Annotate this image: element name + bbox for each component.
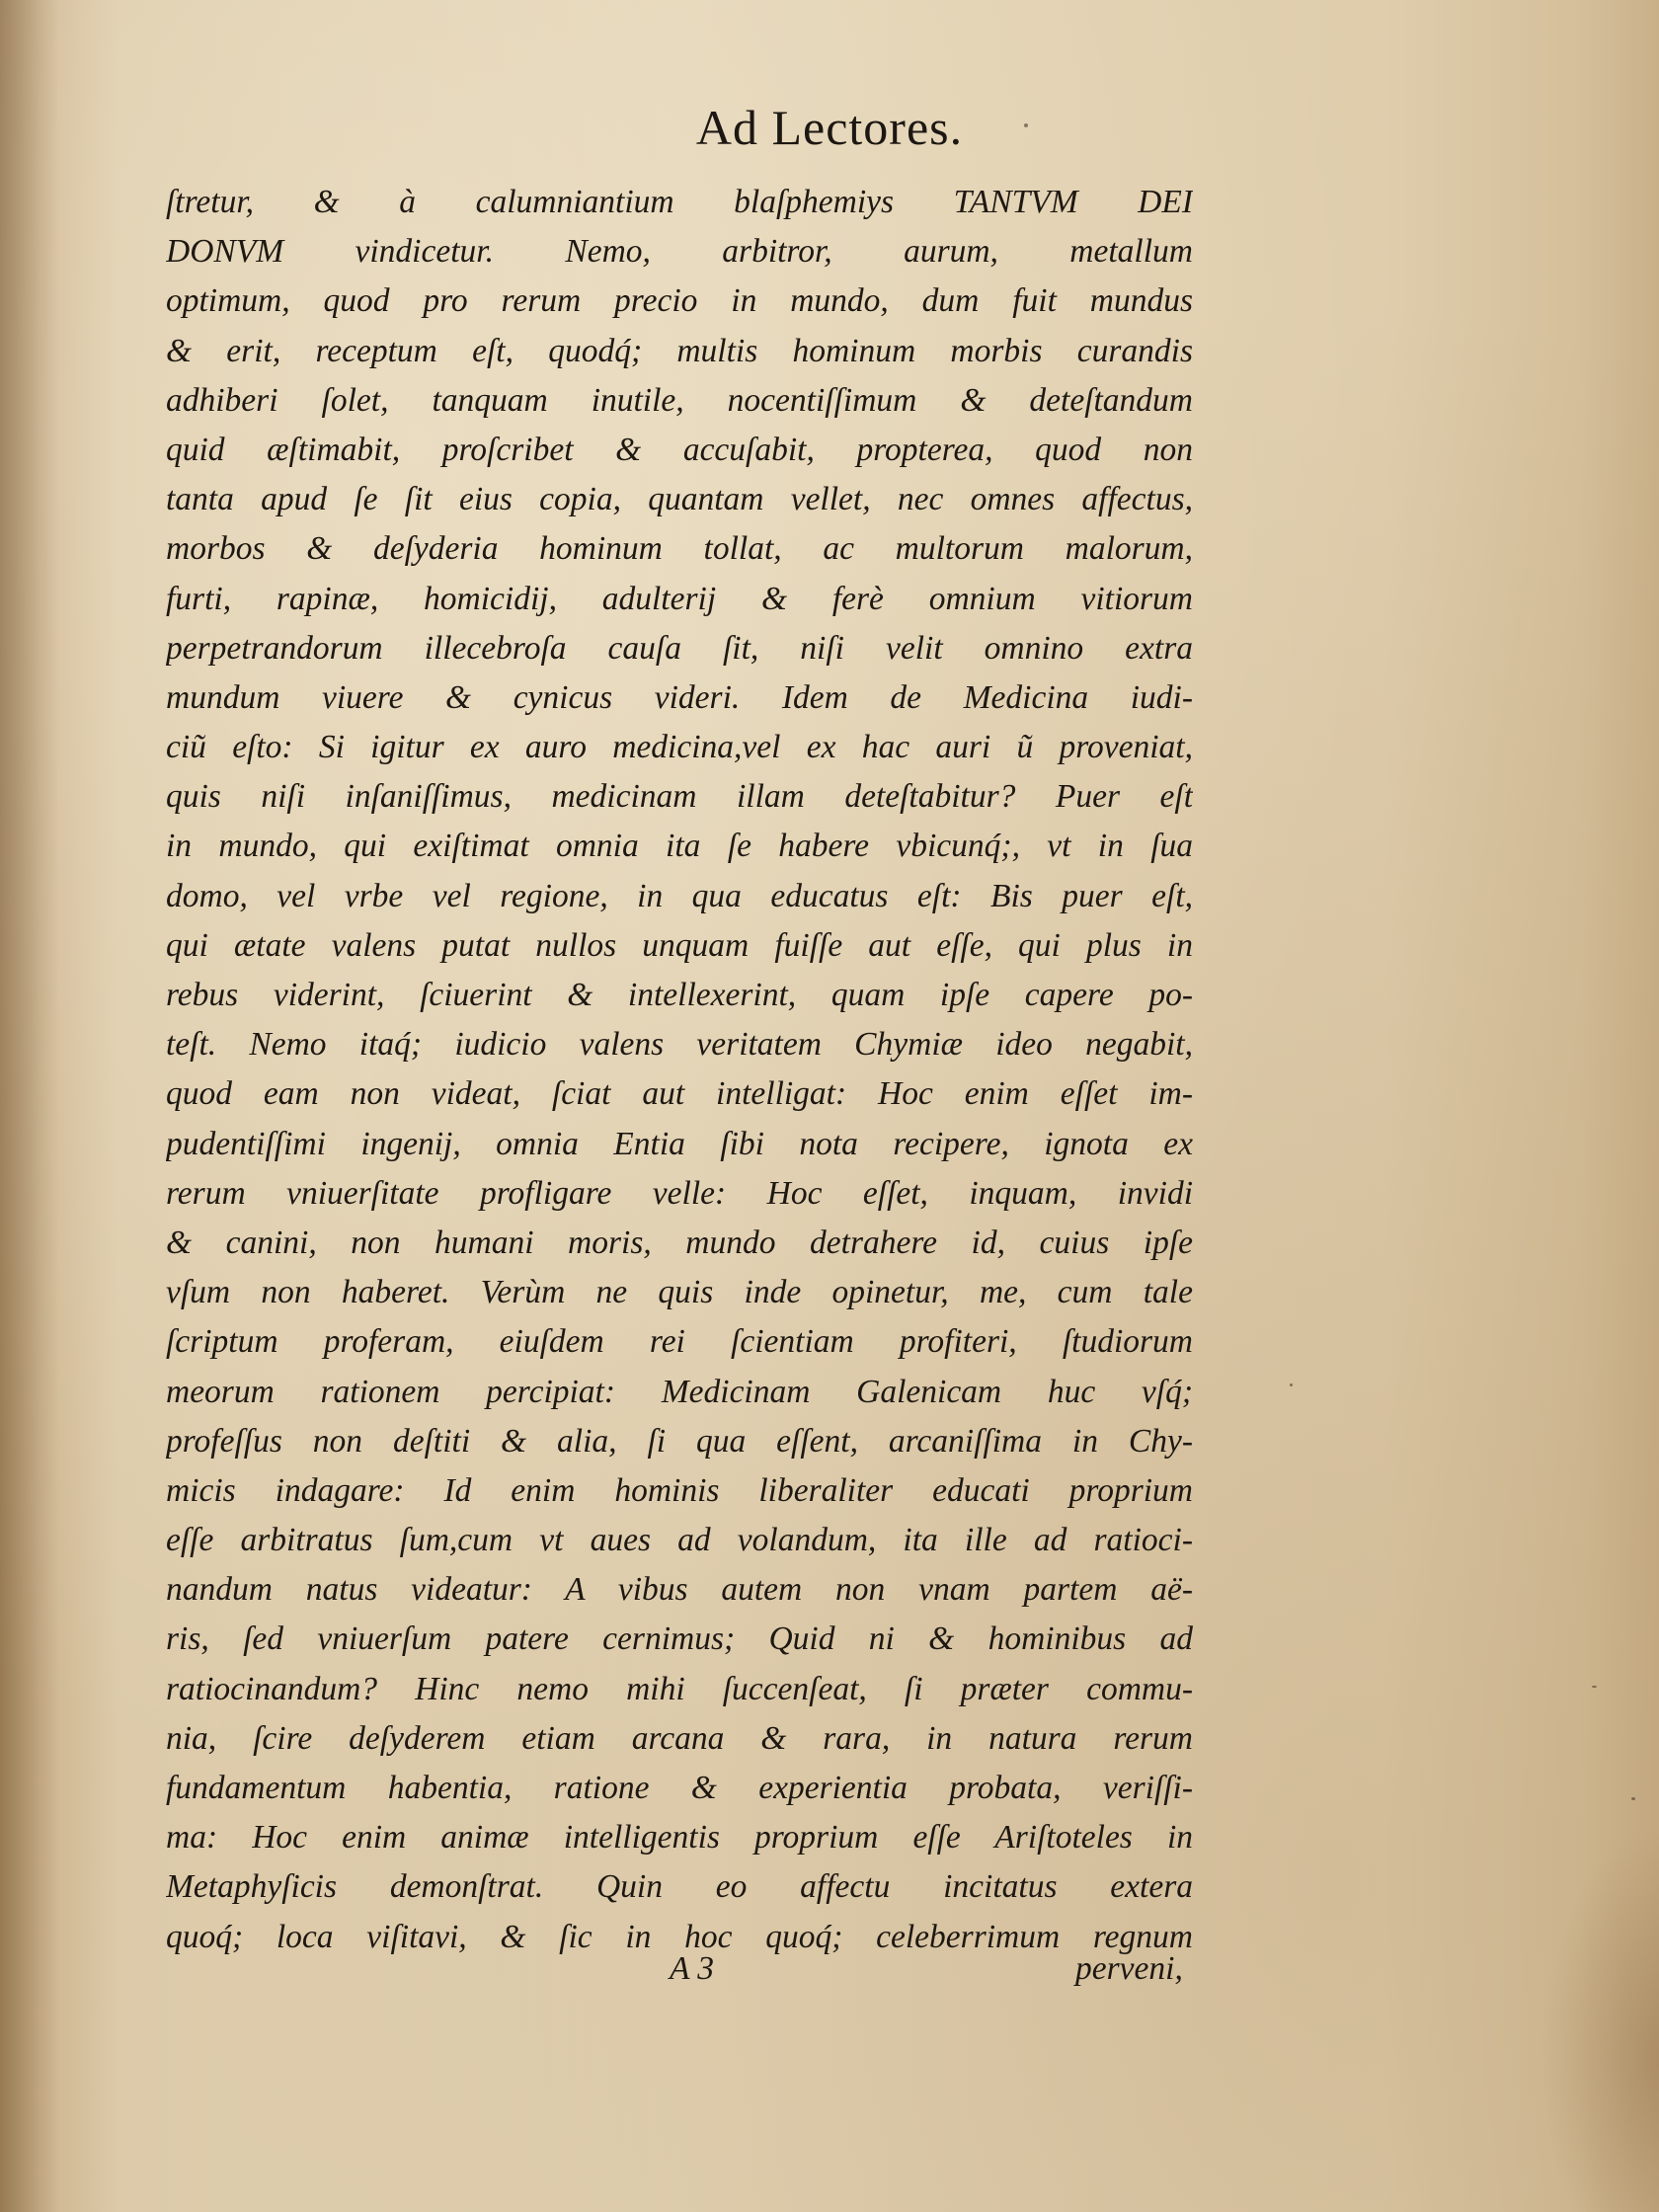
text-line: optimum, quod pro rerum precio in mundo, dum fuit mundus bbox=[166, 282, 1193, 320]
text-line: qui ætate valens putat nullos unquam fuiſſe aut eſſe, qui plus in bbox=[166, 926, 1193, 964]
text-line: ſcriptum proferam, eiuſdem rei ſcientiam profiteri, ſtudiorum bbox=[166, 1323, 1193, 1361]
text-line: furti, rapinæ, homicidij, adulterij & ferè omnium vitiorum bbox=[166, 580, 1193, 617]
text-line: & canini, non humani moris, mundo detrahere id, cuius ipſe bbox=[166, 1224, 1193, 1261]
paper-stain bbox=[1540, 1827, 1659, 2212]
page-footer bbox=[0, 1950, 1659, 2000]
text-line: in mundo, qui exiſtimat omnia ita ſe habere vbicunq́;, vt in ſua bbox=[166, 828, 1193, 865]
text-line: vſum non haberet. Verùm ne quis inde opinetur, me, cum tale bbox=[166, 1274, 1193, 1311]
text-line: DONVM vindicetur. Nemo, arbitror, aurum, metallum bbox=[166, 233, 1193, 271]
text-line: rebus viderint, ſciuerint & intellexerint, quam ipſe capere po- bbox=[166, 977, 1193, 1013]
text-line: tanta apud ſe ſit eius copia, quantam vellet, nec omnes affectus, bbox=[166, 481, 1193, 518]
text-line: profeſſus non deſtiti & alia, ſi qua eſſent, arcaniſſima in Chy- bbox=[166, 1422, 1193, 1460]
text-line: Metaphyſicis demonſtrat. Quin eo affectu incitatus extera bbox=[166, 1868, 1193, 1906]
text-line: adhiberi ſolet, tanquam inutile, nocentiſſimum & deteſtandum bbox=[166, 381, 1193, 419]
text-line: ratiocinandum? Hinc nemo mihi ſuccenſeat, ſi præter commu- bbox=[166, 1670, 1193, 1707]
text-line: quis niſi inſaniſſimus, medicinam illam deteſtabitur? Puer eſt bbox=[166, 778, 1193, 816]
body-text bbox=[166, 178, 1193, 1962]
ink-speck bbox=[1024, 123, 1028, 127]
text-line: nia, ſcire deſyderem etiam arcana & rara, in natura rerum bbox=[166, 1719, 1193, 1757]
gutter-shadow bbox=[0, 0, 59, 2212]
text-line: fundamentum habentia, ratione & experientia probata, veriſſi- bbox=[166, 1770, 1193, 1806]
ink-speck bbox=[1592, 1686, 1597, 1688]
text-line: ris, ſed vniuerſum patere cernimus; Quid ni & hominibus ad bbox=[166, 1620, 1193, 1658]
text-line: pudentiſſimi ingenij, omnia Entia ſibi nota recipere, ignota ex bbox=[166, 1125, 1193, 1162]
text-line: micis indagare: Id enim hominis liberaliter educati proprium bbox=[166, 1471, 1193, 1509]
text-line: ma: Hoc enim animæ intelligentis proprium eſſe Ariſtoteles in bbox=[166, 1819, 1193, 1856]
text-line: quod eam non videat, ſciat aut intelligat: Hoc enim eſſet im- bbox=[166, 1075, 1193, 1113]
text-line: eſſe arbitratus ſum,cum vt aues ad volandum, ita ille ad ratioci- bbox=[166, 1522, 1193, 1559]
text-line: ſtretur, & à calumniantium blaſphemiys TANTVM DEI bbox=[166, 184, 1193, 220]
text-line: quid æſtimabit, proſcribet & accuſabit, propterea, quod non bbox=[166, 431, 1193, 468]
ink-speck bbox=[1631, 1797, 1635, 1800]
catchword: perveni, bbox=[1075, 1950, 1183, 1987]
text-line: teſt. Nemo itaq́; iudicio valens veritatem Chymiæ ideo negabit, bbox=[166, 1026, 1193, 1064]
text-line: ciũ eſto: Si igitur ex auro medicina,vel ex hac auri ũ proveniat, bbox=[166, 729, 1193, 766]
text-line: nandum natus videatur: A vibus autem non vnam partem aë- bbox=[166, 1571, 1193, 1609]
ink-speck bbox=[1290, 1383, 1293, 1386]
running-title: Ad Lectores. bbox=[695, 100, 964, 155]
text-line: rerum vniuerſitate profligare velle: Hoc eſſet, inquam, invidi bbox=[166, 1174, 1193, 1212]
text-line: quoq́; loca viſitavi, & ſic in hoc quoq́; celeberrimum regnum bbox=[166, 1918, 1193, 1955]
signature-mark: A 3 bbox=[670, 1950, 714, 1987]
text-line: domo, vel vrbe vel regione, in qua educatus eſt: Bis puer eſt, bbox=[166, 877, 1193, 914]
text-line: perpetrandorum illecebroſa cauſa ſit, niſi velit omnino extra bbox=[166, 629, 1193, 667]
text-line: morbos & deſyderia hominum tollat, ac multorum malorum, bbox=[166, 530, 1193, 568]
text-line: mundum viuere & cynicus videri. Idem de Medicina iudi- bbox=[166, 678, 1193, 716]
text-line: & erit, receptum eſt, quodq́; multis hominum morbis curandis bbox=[166, 332, 1193, 369]
text-line: meorum rationem percipiat: Medicinam Galenicam huc vſq́; bbox=[166, 1373, 1193, 1410]
